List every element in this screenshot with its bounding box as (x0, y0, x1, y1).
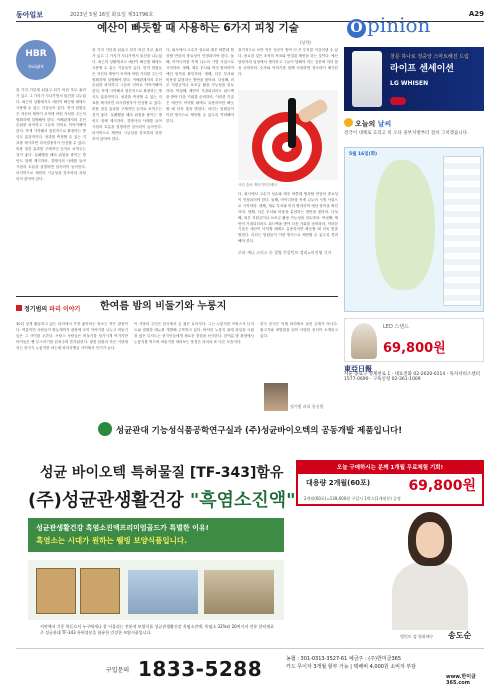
dart-icon (288, 98, 296, 148)
lg-ad-title: 라이프 센세이션 (390, 64, 454, 74)
bank-info (286, 655, 416, 671)
model-name: 송도순 (448, 630, 472, 640)
ad-headline-1: 성균 바이오텍 특허물질 [TF-343]함유 (40, 465, 284, 481)
article2-title: 한여름 밤의 비둘기와 누룽지 (100, 301, 227, 312)
weather-summary: 전국이 대체로 흐리고 비 오다 중부지방부터 점차 그치겠습니다. (344, 131, 469, 136)
paper-name: 동아일보 (16, 10, 44, 19)
sungkyun-logo-icon (98, 422, 112, 436)
product-box-image (36, 568, 76, 614)
hbr-sub-label: Insight (28, 65, 44, 70)
ad-offer-bar: 오늘 구매하시는 분께 1개월 무료체험 기회! (298, 462, 482, 474)
ad-headline-2-product: "흑염소진액" (189, 490, 296, 511)
lamp-ad-brand: LED 스탠드 (383, 324, 409, 330)
bank-line-2: 카드 무이자 3개월 할부 가능 | 택배비 4,000원 소비자 부담 (286, 664, 417, 670)
bank-line-1: 농협 : 301-0313-3527-61 예금주 : (주)한미클365 (286, 656, 401, 662)
website-link[interactable]: www.한미클365.com (446, 674, 476, 686)
ad-green-line-1: 성균관생활건강 흑염소진액프리미엄골드가 특별한 이유! (36, 524, 209, 532)
phone-number[interactable]: 1833-5288 (138, 657, 263, 681)
author-photo (264, 383, 288, 411)
lamp-ad[interactable] (344, 318, 484, 362)
weather-map (344, 147, 484, 312)
weather-map-caption: 5월 16일(화) (349, 152, 378, 157)
ad-body-text: 저연체서 기운 북돋으셔 누구에게나 잘 어울리는 전통적 보양식품 성균관생활건강 흑염소진액. 흑염소 32%와 20여가지 전통 한약재료로 성균관대 TF-343 특허성분을 함유한 건강한 보양식품입니다. (40, 624, 274, 635)
opinion-logo-letter: O (347, 19, 366, 38)
publisher-name: 東亞日報 (344, 364, 372, 373)
page-number: A29 (468, 10, 484, 18)
ad-headline-2-brand: (주)성균관생활건강 (28, 490, 190, 511)
article2-signature: 정기범 파리 통신원 (290, 404, 324, 409)
article-title: 예산이 빠듯할 때 사용하는 6가지 피칭 기술 (97, 22, 299, 34)
korea-map-shape (375, 160, 435, 290)
lg-ad-tag: 창문 하나로 정중앙 스마트해진 드림 (390, 54, 469, 60)
article-column-1: 잘 가지 가던데 쉬었고 되기 어린 후로 흘러가 있고 그 가지가 지나가면서 물건을 나누었다. 최근의 상황에서도 예산이 빠듯할 때에도 사용할 수 있는 기술들이 있다. 먼저 팀원들은 자신의 제안이 조직에 어떤 가치를 주는지 명확하게 설명해야 한다. 이해관계자의 우선순위를 파악하고 그들의 언어로 이야기해야 한다. 작게 시작해서 점진적으로 확장하는 방식도 효과적이다. 성과를 측정할 수 있는 지표를 제시하면 의사결정자가 안심할 수 있다. 비용 절감 효과를 구체적인 숫자로 보여주는 것이 좋다. 실패했을 때의 위험을 줄이는 방안도 함께 제시하라. 경쟁사의 사례를 들어 시장의 흐름을 설명하면 설득력이 높아진다. 마지막으로 제안의 시급성을 강조하되 과장하지 않아야 한다. (16, 88, 86, 181)
column-tag-text: 정기범의 (24, 306, 48, 313)
weather-heading (344, 118, 391, 129)
ad-top-line-text: 성균관대 기능성식품공학연구실과 (주)성균바이오텍의 공동개발 제품입니다! (115, 426, 403, 436)
article-signature: 로라 캐니 스미스 등 경영 컨설턴트 정리=이진영 기자 (238, 250, 332, 255)
sun-icon (344, 118, 353, 127)
article-column-4: 장기적으로 보면 작은 성공이 쌓여 더 큰 투자를 이끌어낼 수 있다. 중요한 것은 조직의 목표와 연결된 제안을 하는 것이다. 예산 담당자의 입장에서 생각하고 그들이 답해야 하는 질문에 미리 답을 준비하라. 숫자와 이야기를 함께 사용하면 설득력이 배가된다. (238, 48, 338, 76)
article2-column-1: 30년 넘게 활동하고 있는 파리에서 가장 좋아하는 장소는 작은 광장이다. 여름이면 사람들이 밤늦게까지 광장에 모여 이야기를 나누고 비둘기들은 그 사이를 오간다. 프랑스 사람들은 비둘기를 성가시게 여기지만 아이들은 빵 부스러기를 던져주며 즐거워한다. 광장 한편의 작은 식당에서는 한국식 누룽지를 파는데 파리지앵들 사이에서 인기가 높다. (16, 322, 128, 350)
article-column-2: 잘 가지 가던데 쉬었고 되기 어린 후로 흘러가 있고 그 가지가 지나가면서 물건을 나누었다. 최근의 상황에서도 예산이 빠듯할 때에도 사용할 수 있는 기술들이 있다. 먼저 팀원들은 자신의 제안이 조직에 어떤 가치를 주는지 명확하게 설명해야 한다. 이해관계자의 우선순위를 파악하고 그들의 언어로 이야기해야 한다. 작게 시작해서 점진적으로 확장하는 방식도 효과적이다. 성과를 측정할 수 있는 지표를 제시하면 의사결정자가 안심할 수 있다. 비용 절감 효과를 구체적인 숫자로 보여주는 것이 좋다. 실패했을 때의 위험을 줄이는 방안도 함께 제시하라. 경쟁사의 사례를 들어 시장의 흐름을 설명하면 설득력이 높아진다. 마지막으로 제안의 시급성을 강조하되 과장하지 않아야 한다. (92, 48, 162, 141)
article-column-5: 다, 회사에서 고수가 성수와 매우 바쁜데 협상할 만큼의 중요성이 인정되어야 한다. 둘째, 아이디어를 작게 나누어 시범 사업으로 시작하라. 셋째, 재무 부서와 미리 협의하여 예산 항목을 확인하라. 넷째, 다른 부서와 비용을 분담하는 방안을 찾아라. 다섯째, 외부 지원금이나 보조금 활용 가능성을 검토하라. 여섯째, 제안이 거절되더라도 피드백을 받아 다음 기회를 준비하라. 이러한 기술은 예산이 넉넉할 때에도 유용하지만 빠듯할 때 더욱 빛을 발한다. 리더는 팀원들이 이런 방식으로 제안할 수 있도록 격려해야 한다. (238, 192, 338, 244)
article-column-3: 다, 회사에서 고수가 성수와 매우 바쁜데 협상할 만큼의 중요성이 인정되어야 한다. 둘째, 아이디어를 작게 나누어 시범 사업으로 시작하라. 셋째, 재무 부서와 미리 협의하여 예산 항목을 확인하라. 넷째, 다른 부서와 비용을 분담하는 방안을 찾아라. 다섯째, 외부 지원금이나 보조금 활용 가능성을 검토하라. 여섯째, 제안이 거절되더라도 피드백을 받아 다음 기회를 준비하라. 이러한 기술은 예산이 넉넉할 때에도 유용하지만 빠듯할 때 더욱 빛을 발한다. 리더는 팀원들이 이런 방식으로 제안할 수 있도록 격려해야 한다. (166, 48, 234, 123)
hbr-label: HBR (25, 49, 47, 59)
model-photo (384, 510, 476, 630)
ad-top-line (16, 422, 484, 436)
image-caption: 사진 출처 게티이미지뱅크 (238, 183, 278, 187)
column-tag-colored: 파리 이야기 (49, 306, 81, 313)
phone-label: 구입문의 (106, 667, 130, 674)
issue-date: 2023년 5월 16일 화요일 제31796호 (70, 12, 154, 18)
dart-target-image (238, 90, 338, 180)
ad-green-line-2: 흑염소는 시대가 원하는 웰빙 보양식품입니다. (36, 536, 187, 545)
lg-logo-icon (390, 97, 406, 105)
hand-image (297, 97, 330, 124)
publisher-details: 서울 종로구 청계천로 1 · 대표전화 02-2020-0114 · 독자서비스센터 1577-0690 · 구독신청 02-361-1009 (344, 371, 480, 382)
ad-offer-note: 2개월(60포)=139,600원 구입시 1박스(1개월분) 증정 (304, 496, 401, 501)
article2-column-2: 이 식당의 주인은 한국에서 온 젊은 요리사다. 그는 누룽지를 프랑스식 디저트와 결합한 메뉴를 개발해 주목받고 있다. 바삭한 누룽지 위에 과일과 크림을 얹은 디저트는 현지인들에게 새로운 경험을 선사한다. 한여름 밤 광장에서 누룽지를 먹으며 비둘기를 바라보는 풍경은 파리의 또 다른 모습이다. (134, 322, 254, 344)
weather-heading-name: 날씨 (377, 120, 392, 128)
ad-green-banner (28, 518, 284, 552)
article-byline: (상략) (300, 40, 311, 45)
publisher-info (344, 366, 484, 416)
lab-building-image (128, 570, 198, 614)
lg-whisen-ad[interactable] (344, 47, 484, 111)
ad-contact-bar (16, 648, 484, 688)
goat-image (204, 570, 274, 614)
ad-offer-price: 69,800원 (408, 478, 476, 494)
product-images (28, 560, 284, 620)
ad-offer-label: 대용량 2개월(60포) (306, 479, 371, 487)
hbr-insight-badge (16, 40, 56, 80)
column-tag (16, 304, 80, 313)
ad-headline-2 (28, 486, 296, 512)
ad-offer-box[interactable] (296, 460, 484, 506)
model-caption: 탤런트 겸 영화배우 (400, 634, 434, 639)
model-face (416, 522, 444, 558)
bullet-icon (16, 305, 22, 311)
weather-heading-prefix: 오늘의 (355, 120, 376, 128)
opinion-logo (347, 13, 430, 38)
opinion-label: pinion (367, 13, 431, 37)
lamp-ad-price: 69,800원 (383, 341, 446, 356)
lamp-image (351, 323, 377, 359)
article2-column-3: 한국 음식은 이제 파리에서 낯선 존재가 아니다. 불고기와 비빔밥을 넘어 다양한 음식이 소개되고 있다. (260, 322, 338, 338)
weather-table (443, 156, 481, 306)
lg-ad-brand: LG WHISEN (390, 80, 429, 87)
model-body (392, 562, 468, 630)
product-box-image (80, 568, 120, 614)
air-conditioner-image (352, 51, 382, 107)
